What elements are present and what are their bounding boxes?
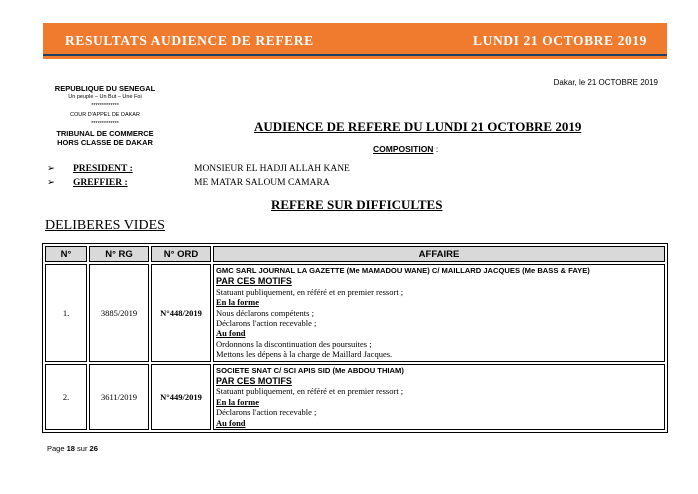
arrow-bullet-icon: ➢	[47, 164, 55, 174]
merits-heading: Au fond	[216, 417, 246, 428]
motifs-heading: PAR CES MOTIFS	[216, 276, 292, 287]
merits-heading: Au fond	[216, 328, 246, 339]
composition-label: COMPOSITION	[373, 144, 434, 154]
cell-rg: 3611/2019	[89, 364, 149, 430]
motto: Un peuple – Un But – Une Foi	[68, 94, 142, 100]
place-date: Dakar, le 21 OCTOBRE 2019	[553, 78, 658, 87]
role-label: GREFFIER :	[73, 178, 128, 188]
composition-colon: :	[433, 144, 439, 154]
ruling-line: Ordonnons la discontinuation des poursuites ;	[216, 338, 372, 349]
column-header-num: N°	[45, 246, 87, 262]
footer-prefix: Page	[47, 444, 67, 453]
cell-rg: 3885/2019	[89, 264, 149, 362]
separator-stars-2: *************	[91, 121, 119, 127]
role-greffier	[47, 177, 330, 188]
banner-underline	[43, 54, 667, 56]
cell-affaire	[213, 264, 665, 362]
column-header-rg: N° RG	[89, 246, 149, 262]
institution-header	[50, 84, 160, 147]
cell-ord: N°449/2019	[151, 364, 211, 430]
column-header-affaire: AFFAIRE	[213, 246, 665, 262]
cell-ord: N°448/2019	[151, 264, 211, 362]
ruling-line: Déclarons l'action recevable ;	[216, 407, 317, 418]
footer-middle: sur	[74, 444, 90, 453]
page-footer	[47, 444, 98, 453]
role-name: MONSIEUR EL HADJI ALLAH KANE	[194, 164, 350, 174]
cell-num: 2.	[45, 364, 87, 430]
cell-affaire	[213, 364, 665, 430]
cell-num: 1.	[45, 264, 87, 362]
footer-page-total: 26	[89, 444, 98, 453]
form-heading: En la forme	[216, 396, 259, 407]
footer-page-number: 18	[66, 444, 75, 453]
ruling-line: Statuant publiquement, en référé et en premier ressort ;	[216, 286, 404, 297]
banner-title: RESULTATS AUDIENCE DE REFERE	[65, 33, 314, 48]
page-title: AUDIENCE DE REFERE DU LUNDI 21 OCTOBRE 2019	[254, 119, 582, 134]
separator-stars: *************	[91, 103, 119, 109]
header-banner	[43, 23, 667, 59]
tribunal-label: TRIBUNAL DE COMMERCE	[56, 129, 154, 138]
table-row	[45, 364, 665, 430]
court-of-appeal: COUR D'APPEL DE DAKAR	[70, 112, 140, 118]
role-name: ME MATAR SALOUM CAMARA	[194, 178, 330, 188]
motifs-heading: PAR CES MOTIFS	[216, 376, 292, 387]
form-heading: En la forme	[216, 297, 259, 308]
table-row	[45, 264, 665, 362]
composition-heading	[373, 144, 438, 154]
section-title: REFERE SUR DIFFICULTES	[271, 197, 443, 212]
role-president	[47, 163, 350, 174]
subsection-title: DELIBERES VIDES	[45, 218, 165, 233]
ruling-line: Déclarons l'action recevable ;	[216, 318, 317, 329]
ruling-line: Nous déclarons compétents ;	[216, 307, 314, 318]
republic-label: REPUBLIQUE DU SENEGAL	[54, 84, 156, 93]
case-parties: GMC SARL JOURNAL LA GAZETTE (Me MAMADOU WANE) C/ MAILLARD JACQUES (Me BASS & FAYE)	[216, 266, 590, 275]
banner-date: LUNDI 21 OCTOBRE 2019	[473, 33, 647, 48]
case-parties: SOCIETE SNAT C/ SCI APIS SID (Me ABDOU THIAM)	[216, 365, 404, 375]
column-header-ord: N° ORD	[151, 246, 211, 262]
table-header-row	[45, 246, 665, 262]
role-label: PRESIDENT :	[73, 164, 133, 174]
tribunal-class: HORS CLASSE DE DAKAR	[57, 138, 153, 147]
ruling-line: Mettons les dépens à la charge de Maillard Jacques.	[216, 349, 393, 360]
results-table	[42, 243, 668, 433]
ruling-line: Statuant publiquement, en référé et en premier ressort ;	[216, 386, 404, 397]
arrow-bullet-icon: ➢	[47, 178, 55, 188]
